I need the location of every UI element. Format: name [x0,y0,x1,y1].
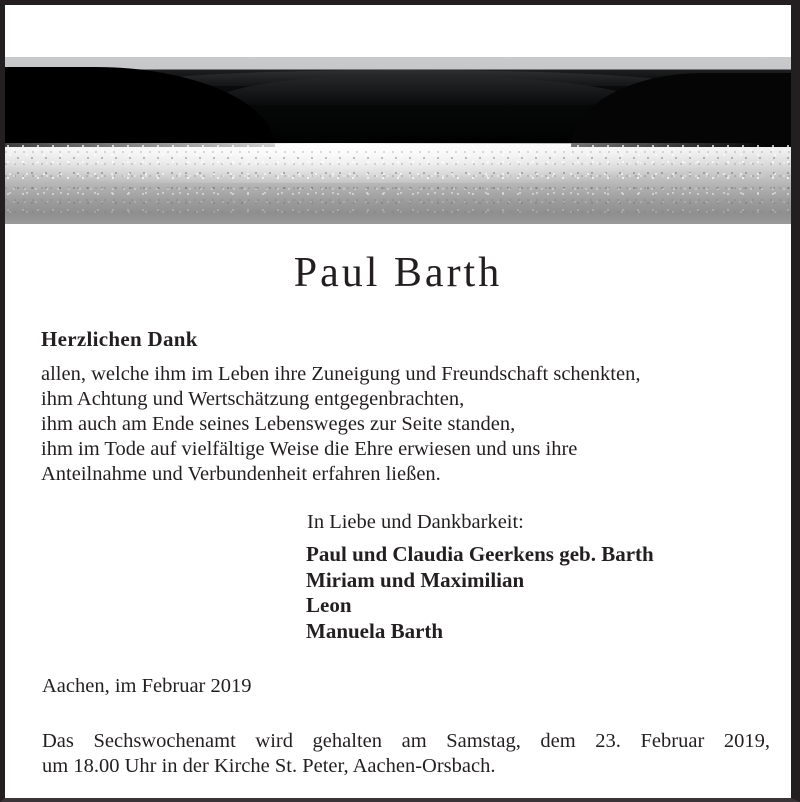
tribute-line: allen, welche ihm im Leben ihre Zuneigung und Freundschaft schenkten, [41,363,641,385]
survivors-list [306,542,654,644]
deceased-name: Paul Barth [293,250,503,296]
survivor-line: Paul und Claudia Geerkens geb. Barth [306,542,654,566]
service-note [42,729,770,779]
tribute-line: ihm im Tode auf vielfältige Weise die Ehre erwiesen und uns ihre [41,438,578,460]
tribute-line: Anteilnahme und Verbundenheit erfahren ließen. [41,463,441,485]
service-note-line: um 18.00 Uhr in der Kirche St. Peter, Aachen-Orsbach. [42,755,496,777]
memorial-photograph [5,57,791,224]
foreground-water-band [5,213,791,224]
service-note-line: Das Sechswochenamt wird gehalten am Samstag, dem 23. Februar 2019, [42,730,770,752]
water-sparkle-texture [5,144,791,224]
tribute-line: ihm Achtung und Wertschätzung entgegenbrachten, [41,388,465,410]
landscape-photo-image [5,57,791,224]
dedication-line: In Liebe und Dankbarkeit: [307,511,524,533]
tribute-line: ihm auch am Ende seines Lebensweges zur Seite standen, [41,413,516,435]
thanks-heading: Herzlichen Dank [41,327,198,351]
survivor-line: Leon [306,593,352,617]
tribute-text [41,362,771,487]
survivor-line: Miriam und Maximilian [306,567,525,592]
survivor-line: Manuela Barth [306,618,444,643]
place-and-date: Aachen, im Februar 2019 [42,675,252,697]
